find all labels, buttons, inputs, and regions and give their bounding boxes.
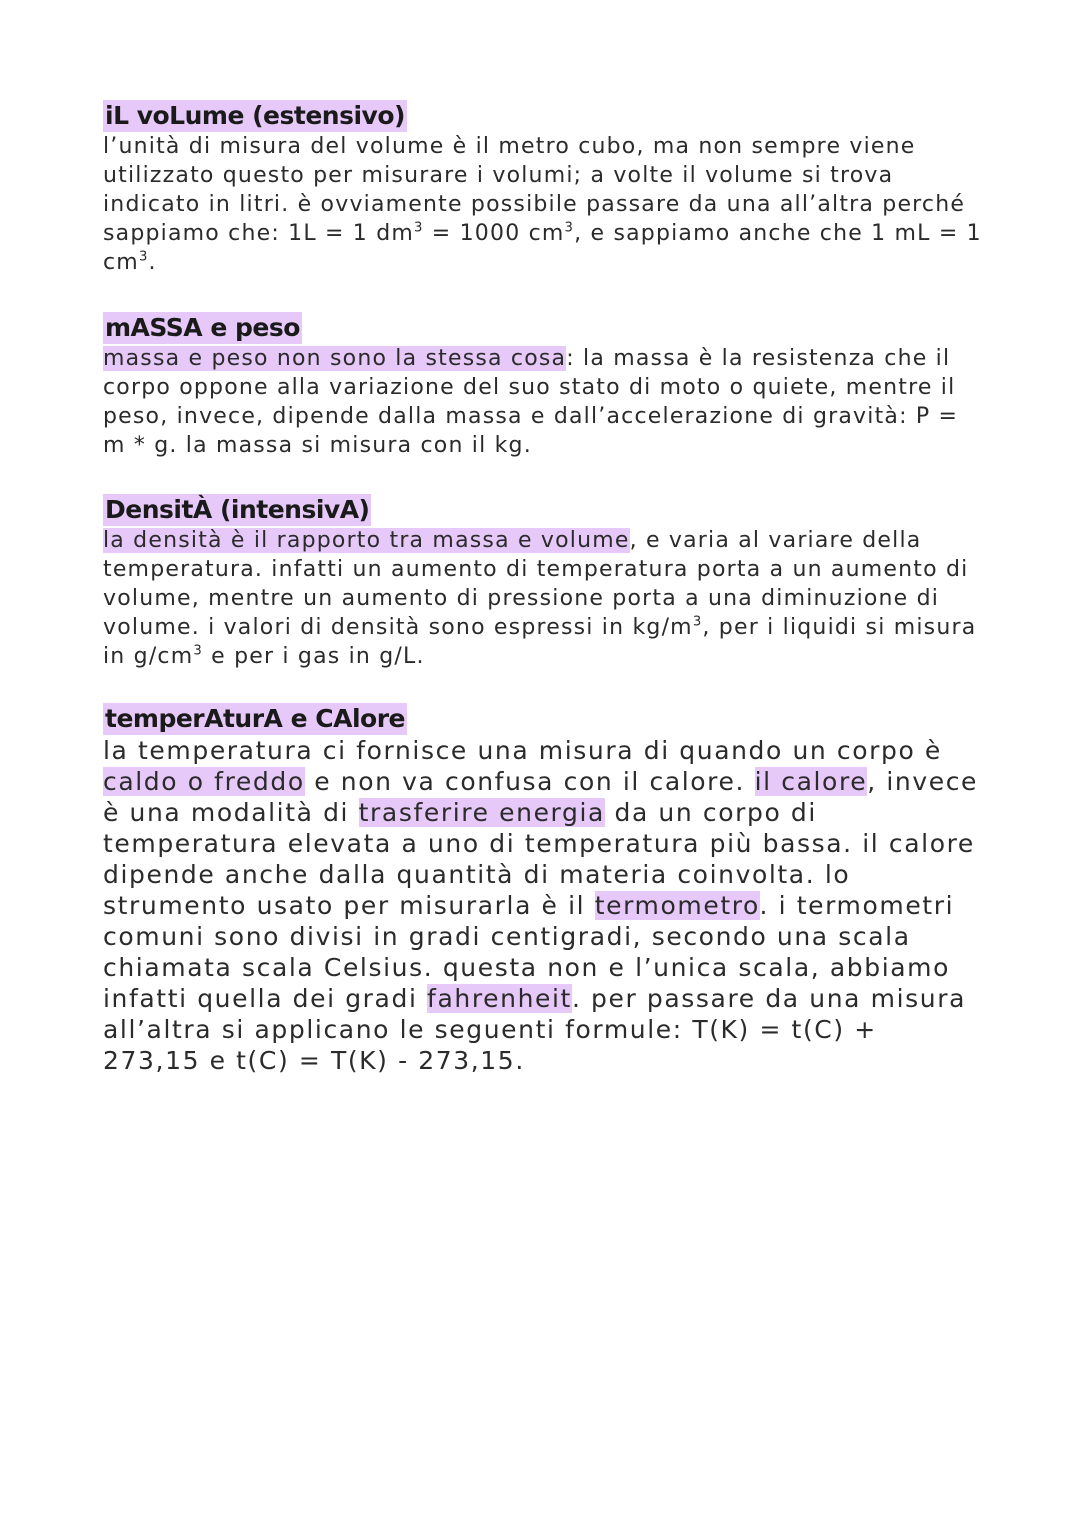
section-heading: mASSA e peso xyxy=(105,313,300,342)
section-massa-peso xyxy=(103,312,983,460)
section-volume xyxy=(103,100,983,277)
highlighted-text: trasferire energia xyxy=(358,798,605,827)
section-heading: temperAturA e CAlore xyxy=(105,704,405,733)
highlighted-text: la densità è il rapporto tra massa e volume xyxy=(103,528,630,553)
section-densita xyxy=(103,494,983,671)
highlighted-text: fahrenheit xyxy=(427,984,572,1013)
section-paragraph: l’unità di misura del volume è il metro cubo, ma non sempre viene utilizzato questo per misurare i volumi; a volte il volume si trova indicato in litri. è ovviamente possibile passare da una all’altra perché sappiamo che: 1L = 1 $dm^3 = 1000$ $cm^3$, e sappiamo anche che 1 mL = 1 $cm^3$. xyxy=(103,134,982,275)
section-paragraph: massa e peso non sono la stessa cosa: la massa è la resistenza che il corpo oppone alla variazione del suo stato di moto o quiete, mentre il peso, invece, dipende dalla massa e dall’accelerazione di gravità: P = m * g. la massa si misura con il kg. xyxy=(103,346,959,458)
highlighted-text: il calore xyxy=(754,767,868,796)
highlighted-text: massa e peso non sono la stessa cosa xyxy=(103,346,567,371)
section-heading: iL voLume (estensivo) xyxy=(105,101,405,130)
section-temperatura-calore xyxy=(103,703,983,1076)
section-paragraph: la temperatura ci fornisce una misura di quando un corpo è caldo o freddo e non va confusa con il calore. il calore, invece è una modalità di trasferire energia da un corpo di temperatura elevata a uno di temperatura più bassa. il calore dipende anche dalla quantità di materia coinvolta. lo strumento usato per misurarla è il termometro. i termometri comuni sono divisi in gradi centigradi, secondo una scala chiamata scala Celsius. questa non e l’unica scala, abbiamo infatti quella dei gradi fahrenheit. per passare da una misura all’altra si applicano le seguenti formule: T(K) = t(C) + 273,15 e t(C) = T(K) - 273,15. xyxy=(103,736,979,1075)
section-heading: DensitÀ (intensivA) xyxy=(105,495,370,524)
highlighted-text: caldo o freddo xyxy=(103,767,305,796)
highlighted-text: termometro xyxy=(594,891,760,920)
section-paragraph: la densità è il rapporto tra massa e volume, e varia al variare della temperatura. infatti un aumento di temperatura porta a un aumento di volume, mentre un aumento di pressione porta a una diminuzione di volume. i valori di densità sono espressi in $kg/m^3$, per i liquidi si misura in $g/cm^3$ e per i gas in g/L. xyxy=(103,528,977,669)
